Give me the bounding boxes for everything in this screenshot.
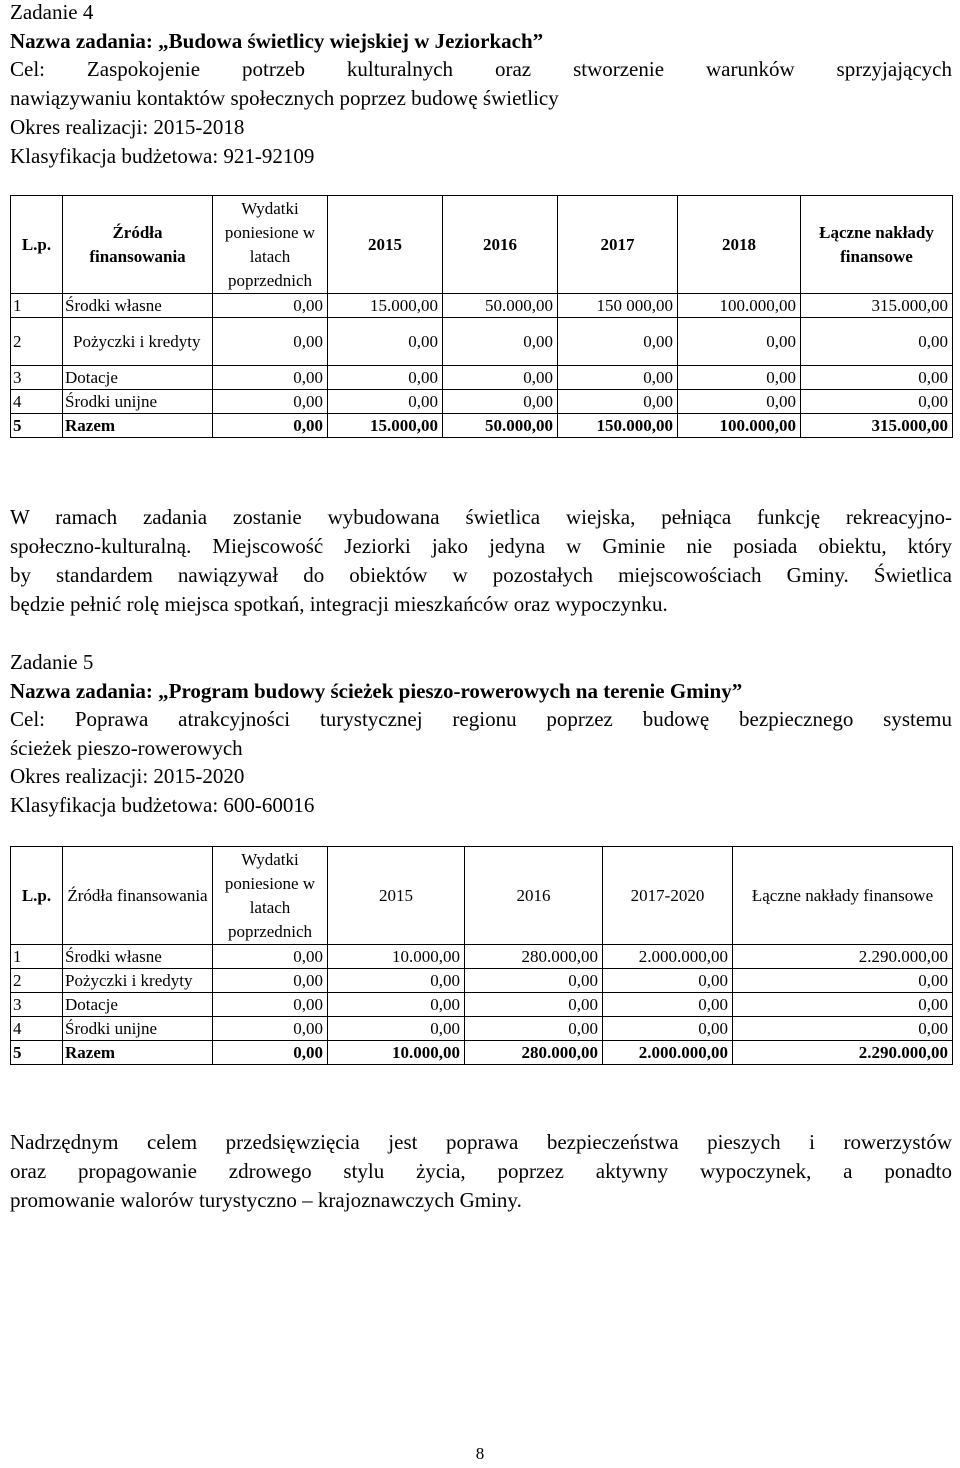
cell-2018: 100.000,00 [678,414,801,438]
cell-2015: 0,00 [328,969,465,993]
task5-goal-line2: ścieżek pieszo-rowerowych [10,736,243,760]
cell-total: 2.290.000,00 [733,1041,953,1065]
cell-source: Środki unijne [63,390,213,414]
table-row [11,1017,953,1041]
cell-total: 0,00 [733,1017,953,1041]
table-row [11,945,953,969]
cell-total: 2.290.000,00 [733,945,953,969]
cell-lp: 5 [11,1041,63,1065]
col-total: Łączne nakłady finansowe [801,196,953,294]
cell-prior: 0,00 [213,1017,328,1041]
task4-period: Okres realizacji: 2015-2018 [10,115,245,139]
task4-desc-line4: będzie pełnić rolę miejsca spotkań, integracji mieszkańców oraz wypoczynku. [10,592,668,616]
cell-2016: 50.000,00 [443,414,558,438]
task5-name: Nazwa zadania: „Program budowy ścieżek pieszo-rowerowych na terenie Gminy” [10,679,743,703]
col-2017-2020: 2017-2020 [603,847,733,945]
cell-2015: 15.000,00 [328,294,443,318]
cell-2015: 0,00 [328,366,443,390]
cell-2016: 0,00 [443,318,558,366]
table-row [11,318,953,366]
cell-2016: 0,00 [465,1017,603,1041]
cell-source: Razem [63,414,213,438]
col-prior: Wydatki poniesione w latach poprzednich [213,847,328,945]
cell-2018: 100.000,00 [678,294,801,318]
task5-desc-line2: oraz propagowanie zdrowego stylu życia, poprzez aktywny wypoczynek, a ponadto [10,1159,952,1183]
cell-lp: 3 [11,993,63,1017]
task5-period: Okres realizacji: 2015-2020 [10,764,245,788]
cell-lp: 2 [11,318,63,366]
col-2016: 2016 [465,847,603,945]
cell-2016: 0,00 [443,390,558,414]
table-row-total [11,1041,953,1065]
cell-2018: 0,00 [678,390,801,414]
task5-desc-line1: Nadrzędnym celem przedsięwzięcia jest poprawa bezpieczeństwa pieszych i rowerzystów [10,1130,952,1154]
cell-prior: 0,00 [213,366,328,390]
table-row-total [11,414,953,438]
cell-total: 0,00 [801,390,953,414]
cell-2016: 280.000,00 [465,945,603,969]
cell-lp: 3 [11,366,63,390]
task4-goal-line1: Cel: Zaspokojenie potrzeb kulturalnych oraz stworzenie warunków sprzyjających [10,57,952,81]
col-lp: L.p. [11,196,63,294]
task4-description [10,503,952,619]
cell-prior: 0,00 [213,1041,328,1065]
cell-2016: 0,00 [465,993,603,1017]
cell-prior: 0,00 [213,414,328,438]
task4-desc-line1: W ramach zadania zostanie wybudowana świetlica wiejska, pełniąca funkcję rekreacyjno- [10,505,952,529]
cell-2017-2020: 0,00 [603,1017,733,1041]
task4-name: Nazwa zadania: „Budowa świetlicy wiejskiej w Jeziorkach” [10,29,544,53]
cell-prior: 0,00 [213,318,328,366]
cell-source: Dotacje [63,993,213,1017]
task4-table-header [11,196,953,294]
col-2015: 2015 [328,847,465,945]
cell-2017-2020: 2.000.000,00 [603,1041,733,1065]
col-lp: L.p. [11,847,63,945]
task4-heading: Zadanie 4 [10,0,94,24]
col-prior: Wydatki poniesione w latach poprzednich [213,196,328,294]
table-row [11,969,953,993]
cell-2017: 150.000,00 [558,414,678,438]
cell-prior: 0,00 [213,993,328,1017]
cell-2017: 0,00 [558,390,678,414]
cell-lp: 4 [11,390,63,414]
cell-total: 0,00 [801,366,953,390]
cell-source: Środki własne [63,945,213,969]
cell-lp: 5 [11,414,63,438]
cell-prior: 0,00 [213,969,328,993]
col-total: Łączne nakłady finansowe [733,847,953,945]
task4-desc-line2: społeczno-kulturalną. Miejscowość Jeziorki jako jedyna w Gminie nie posiada obiektu, który [10,534,952,558]
cell-prior: 0,00 [213,294,328,318]
col-2015: 2015 [328,196,443,294]
task5-table-header [11,847,953,945]
task4-goal [10,55,952,113]
cell-lp: 2 [11,969,63,993]
cell-2016: 0,00 [465,969,603,993]
cell-2018: 0,00 [678,366,801,390]
task5-classification: Klasyfikacja budżetowa: 600-60016 [10,793,315,817]
task5-heading: Zadanie 5 [10,650,94,674]
cell-2016: 50.000,00 [443,294,558,318]
cell-source: Razem [63,1041,213,1065]
col-source: Źródła finansowania [63,847,213,945]
cell-2015: 0,00 [328,993,465,1017]
cell-2017-2020: 0,00 [603,993,733,1017]
cell-total: 0,00 [733,993,953,1017]
task5-description [10,1128,952,1215]
cell-source: Środki unijne [63,1017,213,1041]
task5-financing-table [10,846,953,1065]
cell-source: Dotacje [63,366,213,390]
cell-2017-2020: 0,00 [603,969,733,993]
cell-2015: 15.000,00 [328,414,443,438]
table-row [11,294,953,318]
cell-prior: 0,00 [213,945,328,969]
cell-2015: 0,00 [328,1017,465,1041]
cell-prior: 0,00 [213,390,328,414]
cell-2016: 0,00 [443,366,558,390]
cell-2015: 0,00 [328,390,443,414]
cell-2017: 150 000,00 [558,294,678,318]
cell-2015: 10.000,00 [328,1041,465,1065]
cell-source: Środki własne [63,294,213,318]
col-2017: 2017 [558,196,678,294]
cell-2015: 0,00 [328,318,443,366]
task4-desc-line3: by standardem nawiązywał do obiektów w pozostałych miejscowościach Gminy. Świetlica [10,563,952,587]
table-row [11,366,953,390]
cell-total: 315.000,00 [801,414,953,438]
cell-source: Pożyczki i kredyty [63,969,213,993]
col-2018: 2018 [678,196,801,294]
task4-classification: Klasyfikacja budżetowa: 921-92109 [10,144,315,168]
cell-total: 0,00 [733,969,953,993]
cell-2015: 10.000,00 [328,945,465,969]
col-2016: 2016 [443,196,558,294]
task5-goal-line1: Cel: Poprawa atrakcyjności turystycznej regionu poprzez budowę bezpiecznego systemu [10,707,952,731]
cell-lp: 4 [11,1017,63,1041]
cell-total: 315.000,00 [801,294,953,318]
cell-2017-2020: 2.000.000,00 [603,945,733,969]
col-source: Źródła finansowania [63,196,213,294]
task4-financing-table [10,195,953,438]
cell-lp: 1 [11,294,63,318]
cell-2017: 0,00 [558,366,678,390]
table-row [11,993,953,1017]
cell-lp: 1 [11,945,63,969]
cell-source: Pożyczki i kredyty [63,318,213,366]
cell-2018: 0,00 [678,318,801,366]
task5-desc-line3: promowanie walorów turystyczno – krajoznawczych Gminy. [10,1188,522,1212]
cell-total: 0,00 [801,318,953,366]
table-row [11,390,953,414]
task4-goal-line2: nawiązywaniu kontaktów społecznych poprzez budowę świetlicy [10,86,559,110]
task5-goal [10,705,952,763]
cell-2016: 280.000,00 [465,1041,603,1065]
cell-2017: 0,00 [558,318,678,366]
page-number: 8 [475,1444,485,1463]
